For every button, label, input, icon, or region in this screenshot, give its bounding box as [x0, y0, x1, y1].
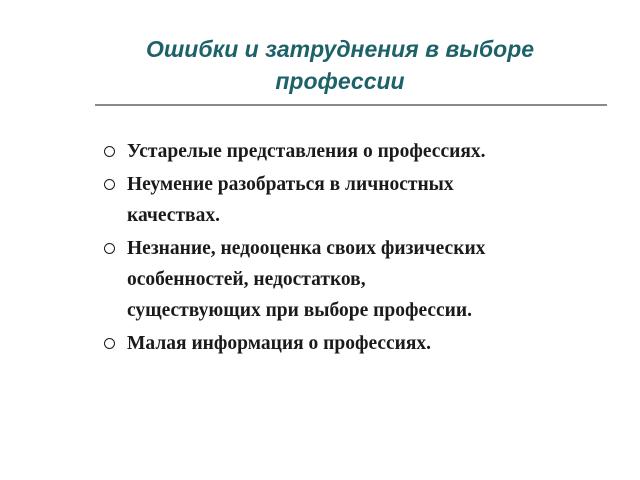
- bullet-text-line: существующих при выборе профессии.: [127, 300, 473, 321]
- circle-bullet-icon: [104, 146, 115, 157]
- bullet-item: [104, 233, 614, 326]
- title-line-1: Ошибки и затруднения в выборе: [145, 36, 535, 62]
- bullet-text-line: Незнание, недооценка своих физических: [127, 238, 486, 259]
- bullet-text-line: Неумение разобраться в личностных: [127, 174, 454, 195]
- title-line-2: профессии: [275, 68, 405, 94]
- bullet-text-line: особенностей, недостатков,: [127, 269, 366, 290]
- bullet-item: [104, 328, 614, 359]
- circle-bullet-icon: [104, 243, 115, 254]
- title-divider: [95, 104, 607, 106]
- bullet-item: [104, 136, 614, 167]
- bullet-text-line: Устарелые представления о профессиях.: [127, 141, 486, 162]
- bullet-text-line: качествах.: [127, 205, 220, 226]
- bullet-list: [104, 136, 614, 361]
- slide-title: [95, 33, 585, 97]
- circle-bullet-icon: [104, 179, 115, 190]
- bullet-item: [104, 169, 614, 231]
- circle-bullet-icon: [104, 338, 115, 349]
- bullet-text-line: Малая информация о профессиях.: [127, 333, 432, 354]
